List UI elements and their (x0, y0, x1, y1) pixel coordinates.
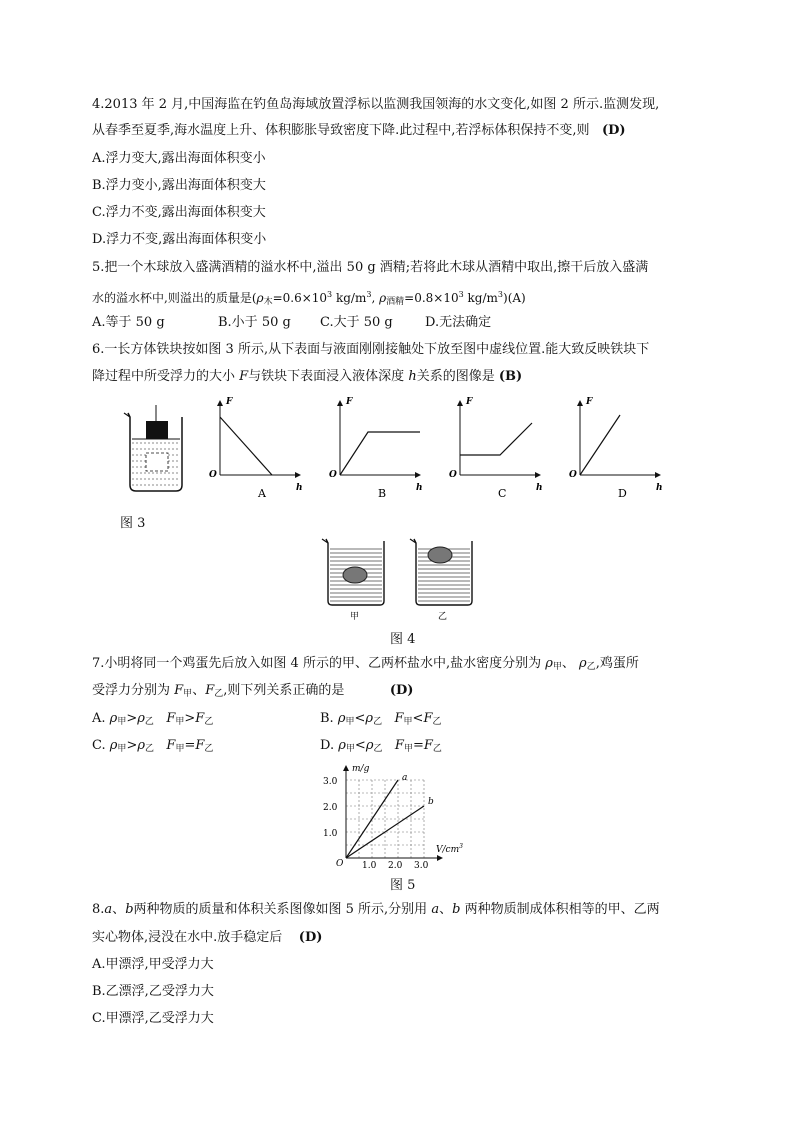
fig5-ytick-3: 3.0 (323, 777, 338, 787)
svg-text:D: D (618, 487, 627, 500)
fig5-caption: 图 5 (390, 878, 416, 893)
q7-option-b: B. $\rho_甲<\rho_乙$ $F_甲<F_乙$ (320, 711, 442, 727)
q4-line2: 从春季至夏季,海水温度上升、体积膨胀导致密度下降.此过程中,若浮标体积保持不变,则 (D) (92, 123, 626, 138)
q7-option-a: A. $\rho_甲>\rho_乙$ $F_甲>F_乙$ (92, 711, 214, 727)
svg-text:h: h (296, 483, 303, 493)
fig5-label-a: a (402, 773, 408, 783)
q5-option-b: B.小于 50 g (218, 315, 291, 330)
q5-line2: 水的溢水杯中,则溢出的质量是($\rho_木=0.6\times 10^3$ $kg/m^3$, $\rho_{酒精}=0.8\times 10^3$ $kg/m^3)(A)$ (92, 290, 526, 307)
svg-text:O: O (569, 470, 577, 480)
q4-option-a: A.浮力变大,露出海面体积变小 (92, 151, 266, 166)
svg-text:O: O (449, 470, 457, 480)
svg-text:F: F (586, 397, 593, 407)
svg-text:h: h (416, 483, 423, 493)
dashed-position (146, 453, 168, 471)
q8-answer: (D) (298, 930, 323, 945)
svg-text:C: C (498, 487, 507, 500)
fig4-beakers (320, 535, 480, 625)
fig5-grid (346, 780, 424, 858)
svg-text:F: F (346, 397, 353, 407)
fig3-beaker (122, 405, 192, 495)
fig5-label-b: b (428, 797, 434, 807)
graph-d-curve (580, 415, 620, 475)
fig5-chart (318, 760, 478, 872)
q8-option-a: A.甲漂浮,甲受浮力大 (92, 957, 214, 972)
graph-a-curve (220, 417, 272, 475)
fig5-series (346, 780, 424, 858)
q7-line2: 受浮力分别为 $F_甲$、$F_乙$,则下列关系正确的是 (D) (92, 683, 414, 699)
beaker-yi (410, 539, 472, 622)
q8-option-b: B.乙漂浮,乙受浮力大 (92, 984, 214, 999)
graph-b (329, 397, 423, 500)
graph-b-curve (340, 432, 420, 475)
fig4-caption: 图 4 (390, 632, 416, 647)
fig5-y-label: m/g (352, 764, 370, 774)
q5-option-d: D.无法确定 (425, 315, 492, 330)
graph-d (569, 397, 663, 500)
q8-option-c: C.甲漂浮,乙受浮力大 (92, 1011, 214, 1026)
fig5-ytick-2: 2.0 (323, 803, 338, 813)
iron-block (146, 421, 168, 439)
graph-c-curve (460, 423, 532, 455)
fig5-xtick-1: 1.0 (362, 861, 377, 871)
svg-text:O: O (329, 470, 337, 480)
svg-text:h: h (536, 483, 543, 493)
q5-option-c: C.大于 50 g (320, 315, 393, 330)
svg-text:甲: 甲 (350, 612, 360, 622)
beaker-jia (322, 539, 384, 622)
svg-text:乙: 乙 (438, 612, 448, 622)
q7-option-c: C. $\rho_甲>\rho_乙$ $F_甲=F_乙$ (92, 738, 214, 754)
fig3-graphs (208, 395, 678, 500)
fig5-xtick-2: 2.0 (388, 861, 403, 871)
q4-option-d: D.浮力不变,露出海面体积变小 (92, 232, 267, 247)
q7-line1: 7.小明将同一个鸡蛋先后放入如图 4 所示的甲、乙两杯盐水中,盐水密度分别为 $\rho_甲$、 $\rho_乙$,鸡蛋所 (92, 656, 639, 672)
svg-text:B: B (378, 487, 387, 500)
q5-option-a: A.等于 50 g (92, 315, 165, 330)
q7-option-d: D. $\rho_甲<\rho_乙$ $F_甲=F_乙$ (320, 738, 442, 754)
fig5-x-label: $V/cm^3$ (436, 843, 463, 855)
q4-option-b: B.浮力变小,露出海面体积变大 (92, 178, 266, 193)
q8-line2: 实心物体,浸没在水中.放手稳定后 (D) (92, 930, 323, 945)
svg-text:h: h (656, 483, 663, 493)
q5-answer: (A) (507, 291, 526, 305)
svg-text:A: A (258, 487, 266, 500)
graph-c (449, 397, 543, 500)
egg-yi (428, 547, 452, 563)
q6-answer: (B) (498, 369, 523, 384)
graph-a (209, 397, 303, 500)
svg-text:F: F (226, 397, 233, 407)
fig5-origin: O (336, 859, 344, 869)
q4-answer: (D) (601, 123, 626, 138)
q8-line1: 8.a、b两种物质的质量和体积关系图像如图 5 所示,分别用 a、b 两种物质制成体积相等的甲、乙两 (92, 902, 660, 917)
q5-line1: 5.把一个木球放入盛满酒精的溢水杯中,溢出 50 g 酒精;若将此木球从酒精中取出,擦干后放入盛满 (92, 260, 649, 275)
fig5-ytick-1: 1.0 (323, 829, 338, 839)
q4-option-c: C.浮力不变,露出海面体积变大 (92, 205, 266, 220)
egg-jia (343, 567, 367, 583)
svg-text:O: O (209, 470, 217, 480)
fig3-caption: 图 3 (120, 516, 146, 531)
fig5-xtick-3: 3.0 (414, 861, 429, 871)
q6-line1: 6.一长方体铁块按如图 3 所示,从下表面与液面刚刚接触处下放至图中虚线位置.能大致反映铁块下 (92, 342, 650, 357)
q7-answer: (D) (389, 683, 414, 698)
q6-line2: 降过程中所受浮力的大小 F与铁块下表面浸入液体深度 h关系的图像是 (B) (92, 369, 523, 384)
q4-line1: 4.2013 年 2 月,中国海监在钓鱼岛海域放置浮标以监测我国领海的水文变化,如图 2 所示.监测发现, (92, 97, 660, 112)
svg-text:F: F (466, 397, 473, 407)
